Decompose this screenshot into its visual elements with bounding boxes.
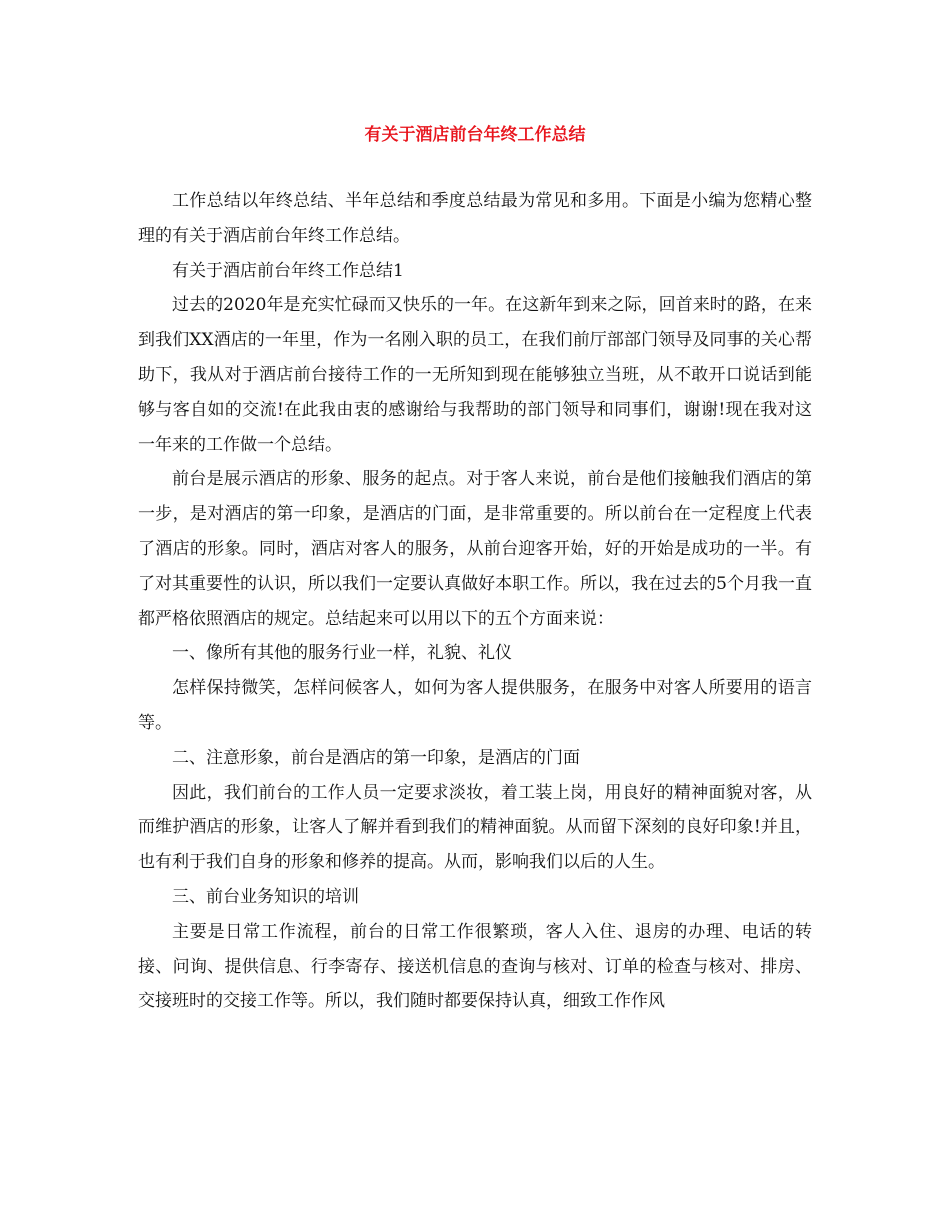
- document-title: 有关于酒店前台年终工作总结: [364, 125, 586, 145]
- intro-paragraph: 工作总结以年终总结、半年总结和季度总结最为常见和多用。下面是小编为您精心整理的有关于酒店前台年终工作总结。: [138, 191, 812, 246]
- body-paragraph: 因此，我们前台的工作人员一定要求淡妆，着工装上岗，用良好的精神面貌对客，从而维护酒店的形象，让客人了解并看到我们的精神面貌。从而留下深刻的良好印象!并且，也有利于我们自身的形象和修养的提高。从而，影响我们以后的人生。: [138, 782, 812, 873]
- body-paragraph: 主要是日常工作流程，前台的日常工作很繁琐，客人入住、退房的办理、电话的转接、问询、提供信息、行李寄存、接送机信息的查询与核对、订单的检查与核对、排房、交接班时的交接工作等。所以，我们随时都要保持认真，细致工作作风: [138, 921, 812, 1012]
- body-paragraph: 过去的2020年是充实忙碌而又快乐的一年。在这新年到来之际，回首来时的路，在来到我们XX酒店的一年里，作为一名刚入职的员工，在我们前厅部部门领导及同事的关心帮助下，我从对于酒店前台接待工作的一无所知到现在能够独立当班，从不敢开口说话到能够与客自如的交流!在此我由衷的感谢给与我帮助的部门领导和同事们，谢谢!现在我对这一年来的工作做一个总结。: [138, 295, 812, 455]
- section-heading: 有关于酒店前台年终工作总结1: [172, 260, 404, 281]
- subheading-1: 一、像所有其他的服务行业一样，礼貌、礼仪: [172, 643, 512, 664]
- document-body: [138, 184, 812, 1019]
- body-paragraph: 怎样保持微笑，怎样问候客人，如何为客人提供服务，在服务中对客人所要用的语言等。: [138, 678, 812, 733]
- body-paragraph: 前台是展示酒店的形象、服务的起点。对于客人来说，前台是他们接触我们酒店的第一步，是对酒店的第一印象，是酒店的门面，是非常重要的。所以前台在一定程度上代表了酒店的形象。同时，酒店对客人的服务，从前台迎客开始，好的开始是成功的一半。有了对其重要性的认识，所以我们一定要认真做好本职工作。所以，我在过去的5个月我一直都严格依照酒店的规定。总结起来可以用以下的五个方面来说：: [138, 469, 812, 629]
- subheading-3: 三、前台业务知识的培训: [172, 886, 359, 907]
- subheading-2: 二、注意形象，前台是酒店的第一印象，是酒店的门面: [172, 747, 580, 768]
